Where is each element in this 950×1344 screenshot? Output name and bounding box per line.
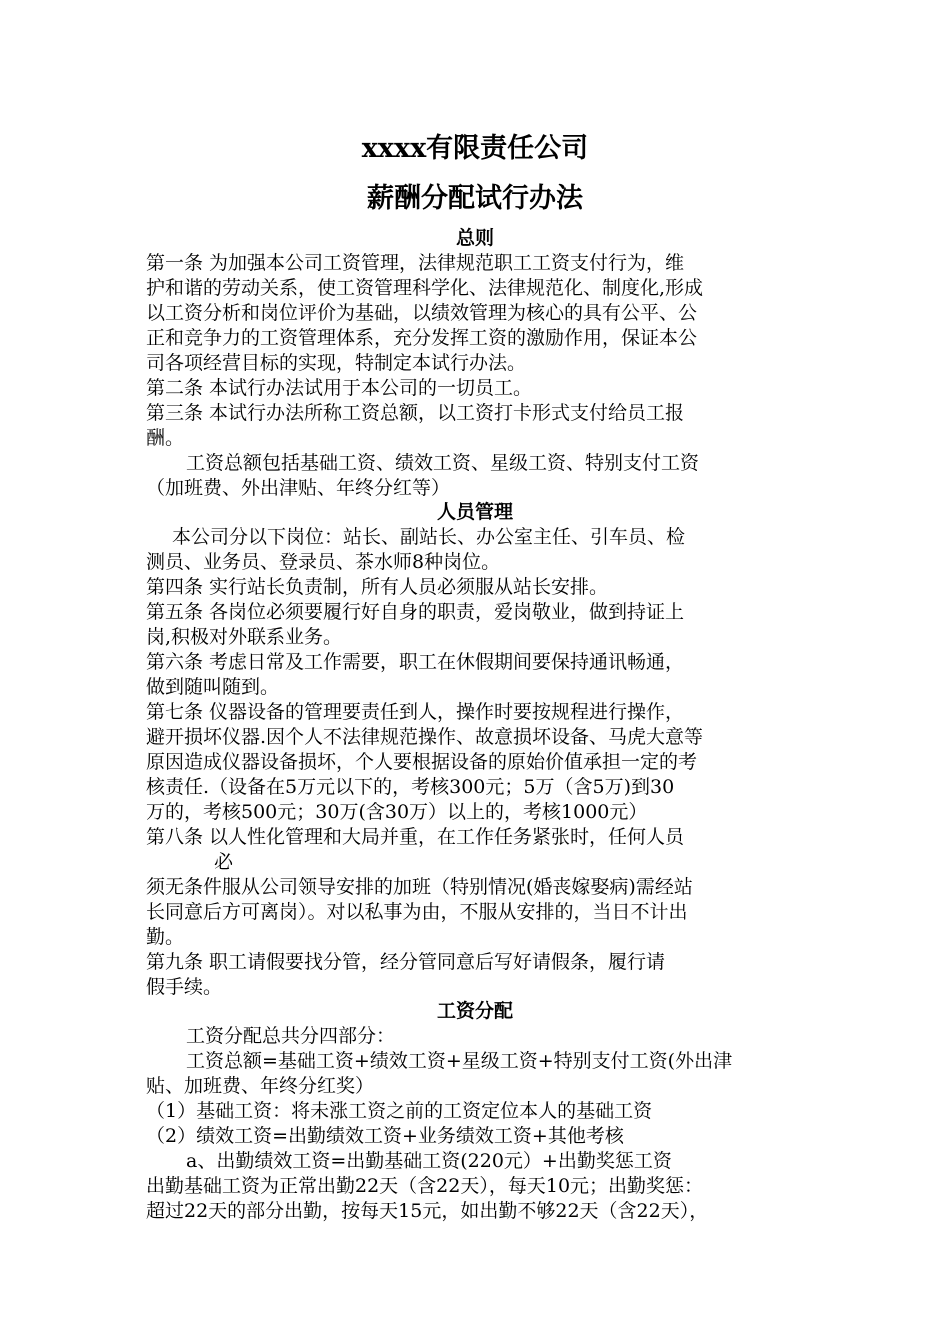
article-1-line-5: 司各项经营目标的实现，特制定本试行办法。 [146,352,527,374]
article-1-line-3: 以工资分析和岗位评价为基础，以绩效管理为核心的具有公平、公 [146,302,698,324]
article-4-line-1: 第四条 实行站长负责制，所有人员必须服从站长安排。 [146,576,609,598]
article-1-line-4: 正和竞争力的工资管理体系，充分发挥工资的激励作用，保证本公 [146,327,698,349]
article-3-line-1: 第三条 本试行办法所称工资总额，以工资打卡形式支付给员工报 [146,402,685,424]
positions-line-1: 本公司分以下岗位：站长、副站长、办公室主任、引车员、检 [172,526,686,548]
article-2-line-1: 第二条 本试行办法试用于本公司的一切员工。 [146,377,533,399]
wage-formula-line-1: 工资总额=基础工资+绩效工资+星级工资+特别支付工资(外出津 [186,1050,733,1072]
section-heading-general: 总则 [455,227,494,249]
article-8-line-4: 长同意后方可离岗）。对以私事为由，不服从安排的，当日不计出 [146,901,688,923]
article-9-line-2: 假手续。 [146,976,223,998]
document-subtitle: 薪酬分配试行办法 [367,183,583,214]
wage-formula-line-2: 贴、加班费、年终分红奖） [146,1075,375,1097]
article-6-line-2: 做到随叫随到。 [146,676,280,698]
article-9-line-1: 第九条 职工请假要找分管，经分管同意后写好请假条，履行请 [146,951,666,973]
article-1-line-1: 第一条 为加强本公司工资管理，法律规范职工工资支付行为，维 [146,252,685,274]
article-1-line-2: 护和谐的劳动关系，使工资管理科学化、法律规范化、制度化,形成 [146,277,704,299]
article-7-line-4: 核责任.（设备在5万元以下的，考核300元；5万（含5万)到30 [146,776,675,798]
article-7-line-5: 万的，考核500元；30万(含30万）以上的，考核1000元） [146,801,648,823]
attendance-rule-line-2: 超过22天的部分出勤，按每天15元，如出勤不够22天（含22天）， [146,1200,709,1222]
article-7-line-1: 第七条 仪器设备的管理要责任到人，操作时要按规程进行操作， [146,701,685,723]
article-3-line-2: 酬。 [146,427,185,449]
article-8-line-2: 必 [214,851,234,873]
wage-total-line-1: 工资总额包括基础工资、绩效工资、星级工资、特别支付工资 [186,452,700,474]
attendance-wage-line: a、出勤绩效工资=出勤基础工资(220元）+出勤奖惩工资 [186,1150,672,1172]
positions-line-2: 测员、业务员、登录员、茶水师8种岗位。 [146,551,501,573]
base-wage-line: （1）基础工资：将未涨工资之前的工资定位本人的基础工资 [146,1100,653,1122]
article-5-line-2: 岗,积极对外联系业务。 [146,626,343,648]
article-8-line-3: 须无条件服从公司领导安排的加班（特别情况(婚丧嫁娶病)需经站 [146,876,693,898]
article-6-line-1: 第六条 考虑日常及工作需要，职工在休假期间要保持通讯畅通， [146,651,685,673]
section-heading-personnel: 人员管理 [436,501,513,523]
section-heading-wage: 工资分配 [436,1000,513,1022]
wage-total-line-2: （加班费、外出津贴、年终分红等） [146,477,451,499]
wage-intro-line: 工资分配总共分四部分： [186,1025,396,1047]
article-8-line-1: 第八条 以人性化管理和大局并重，在工作任务紧张时，任何人员 [146,826,685,848]
article-5-line-1: 第五条 各岗位必须要履行好自身的职责，爱岗敬业，做到持证上 [146,601,685,623]
attendance-rule-line-1: 出勤基础工资为正常出勤22天（含22天），每天10元；出勤奖惩： [146,1175,704,1197]
article-7-line-3: 原因造成仪器设备损坏，个人要根据设备的原始价值承担一定的考 [146,751,698,773]
company-title: xxxx有限责任公司 [361,133,589,164]
article-8-line-5: 勤。 [146,926,185,948]
performance-wage-line: （2）绩效工资=出勤绩效工资+业务绩效工资+其他考核 [146,1125,624,1147]
article-7-line-2: 避开损坏仪器.因个人不法律规范操作、故意损坏设备、马虎大意等 [146,726,704,748]
